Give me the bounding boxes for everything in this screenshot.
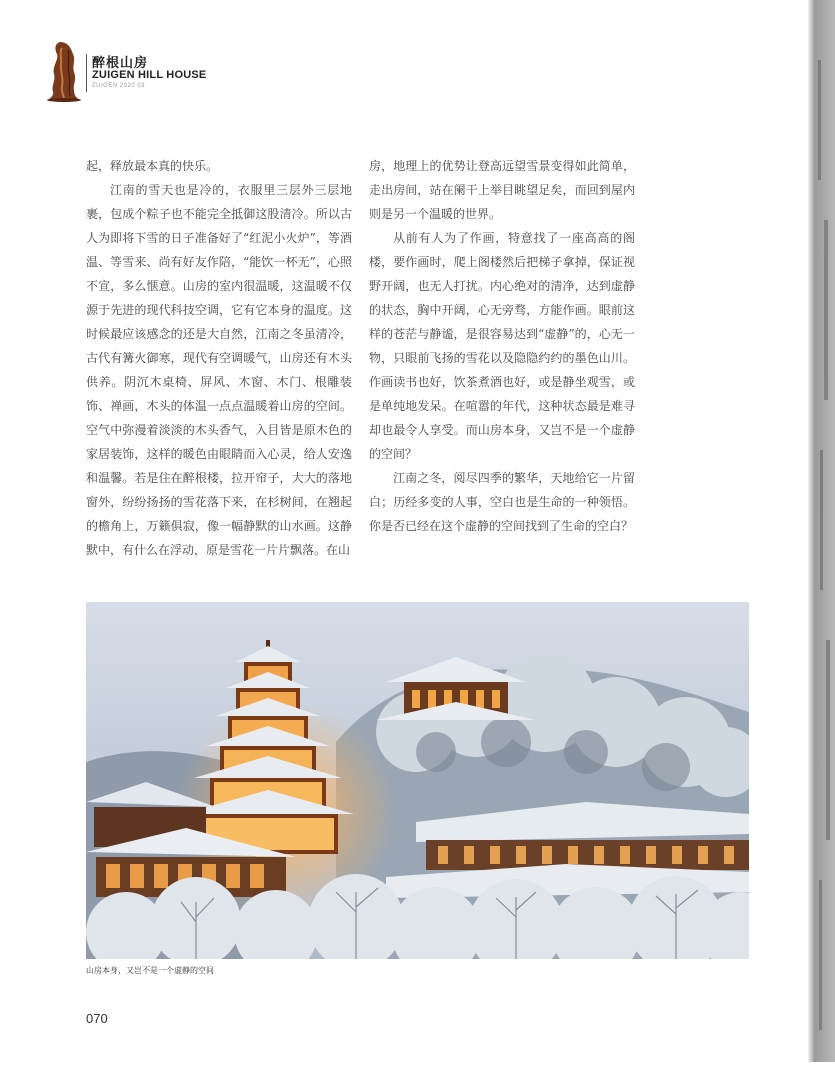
paragraph: 从前有人为了作画，特意找了一座高高的阁楼，要作画时，爬上阁楼然后把梯子拿掉，保证视野开阔，也无人打扰。内心绝对的清净，达到虚静的状态，胸中开阔，心无旁骛，方能作画。眼前这样的苍茫与静谧，是很容易达到“虚静”的，心无一物，只眼前飞扬的雪花以及隐隐约约的墨色山川。作画读书也好，饮茶煮酒也好，或是静坐观雪，或是单纯地发呆。在喧嚣的年代，这种状态最是难寻却也最令人享受。而山房本身，又岂不是一个虚静的空间？ [369,231,635,461]
masthead-divider [86,54,87,92]
article-column-left [86,154,352,562]
paragraph: 江南之冬，阅尽四季的繁华，天地给它一片留白；历经多变的人事，空白也是生命的一种领悟。你是否已经在这个虚静的空间找到了生命的空白？ [369,471,635,533]
page-number: 070 [86,1011,108,1026]
photo-caption: 山房本身，又岂不是一个虚静的空间 [86,966,214,975]
adjacent-page-edge [808,0,835,1062]
masthead-title-cn: 醉根山房 [92,56,149,71]
masthead-subtitle: ZUIGEN 2020 03 [92,83,146,89]
snowy-pagoda-photo [86,602,749,959]
masthead-title-en: ZUIGEN HILL HOUSE [92,69,207,81]
paragraph: 起，释放最本真的快乐。 [86,159,219,173]
paragraph: 江南的雪天也是冷的，衣服里三层外三层地裹，包成个粽子也不能完全抵御这股清冷。所以古人为即将下雪的日子准备好了“红泥小火炉”，等酒温、等雪来、尚有好友作陪，“能饮一杯无”，心照不宣，多么惬意。山房的室内很温暖，这温暖不仅源于先进的现代科技空调，它有它本身的温度。这时候最应该感念的还是大自然，江南之冬虽清冷，古代有篝火御寒，现代有空调暖气，山房还有木头供养。阴沉木桌椅、屏风、木窗、木门、根雕装饰、禅画，木头的体温一点点温暖着山房的空间。空气中弥漫着淡淡的木头香气，入目皆是原木色的家居装饰，这样的暖色由眼睛而入心灵，给人安逸和温馨。若是住在醉根楼，拉开帘子，大大的落地窗外，纷纷扬扬的雪花落下来，在杉树间，在翘起的檐角上，万籁俱寂，像一幅静默的山水画。这静默中，有什么在浮动，原是雪花一片片飘落。在山 [86,183,352,557]
root-carving-logo [46,40,82,102]
article-column-right [369,154,635,538]
paragraph: 房，地理上的优势让登高远望雪景变得如此简单，走出房间，站在阑干上举目眺望足矣，而回到屋内则是另一个温暖的世界。 [369,159,635,221]
